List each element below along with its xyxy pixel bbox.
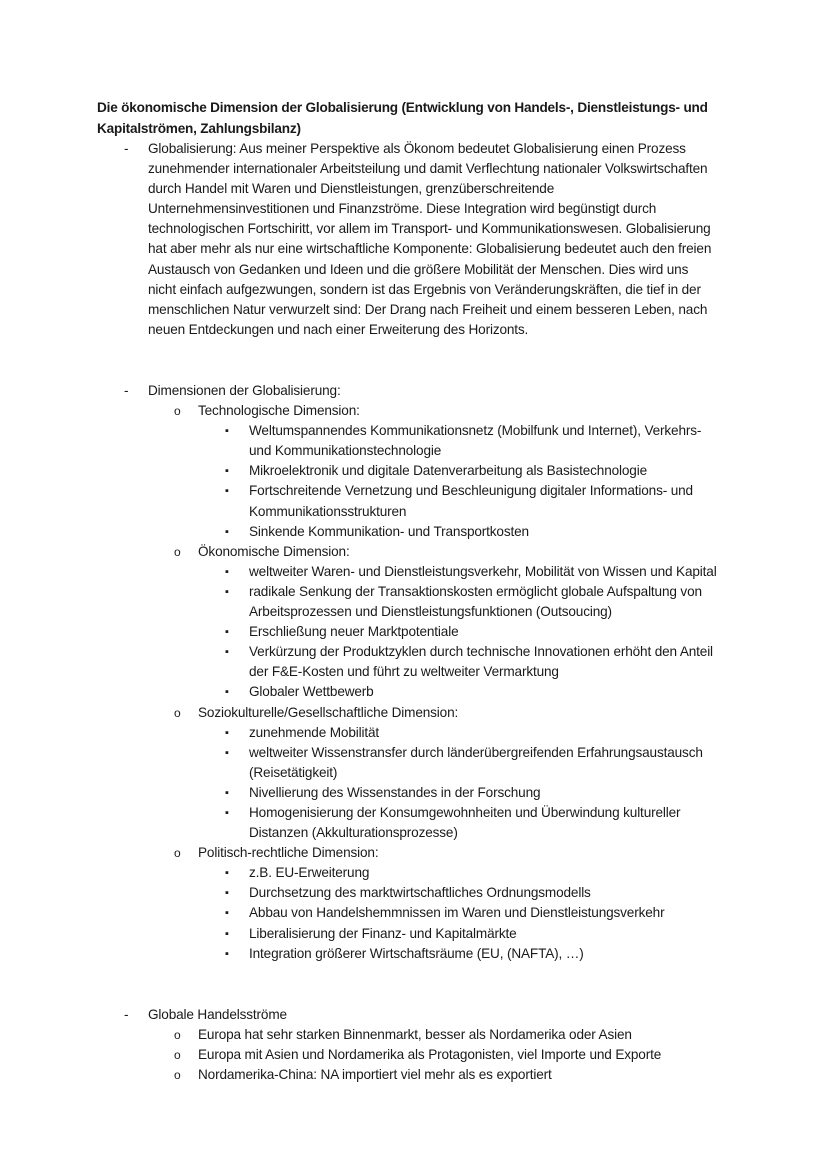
square-bullet-icon: ▪	[225, 686, 229, 699]
square-bullet-icon: ▪	[225, 867, 229, 880]
list-item-level3	[0, 803, 719, 843]
square-bullet-icon: ▪	[225, 626, 229, 639]
item-text: zunehmende Mobilität	[249, 724, 379, 740]
square-bullet-icon: ▪	[225, 806, 229, 819]
item-text: Sinkende Kommunikation- und Transportkosten	[249, 523, 529, 539]
item-text: Weltumspannendes Kommunikationsnetz (Mobilfunk und Internet), Verkehrs- und Kommunikationstechnologie	[249, 423, 702, 459]
item-text: Erschließung neuer Marktpotentiale	[249, 624, 459, 640]
list-item-level3	[0, 642, 719, 682]
square-bullet-icon: ▪	[225, 465, 229, 478]
dash-bullet-icon: -	[124, 141, 129, 156]
section-dimensionen	[0, 381, 828, 964]
section-heading: Globale Handelsströme	[148, 1007, 287, 1022]
item-text: Fortschreitende Vernetzung und Beschleunigung digitaler Informations- und Kommunikationsstrukturen	[249, 483, 693, 519]
list-item-level3	[0, 903, 719, 923]
item-text: Europa mit Asien und Nordamerika als Protagonisten, viel Importe und Exporte	[198, 1047, 662, 1063]
subsection-heading: Politisch-rechtliche Dimension:	[198, 845, 379, 861]
list-item-level3	[0, 421, 719, 461]
square-bullet-icon: ▪	[225, 947, 229, 960]
square-bullet-icon: ▪	[225, 887, 229, 900]
circle-bullet-icon: o	[174, 1048, 181, 1063]
circle-bullet-icon: o	[174, 846, 181, 861]
section-heading: Dimensionen der Globalisierung:	[148, 383, 341, 398]
item-text: Abbau von Handelshemmnissen im Waren und Dienstleistungsverkehr	[249, 905, 665, 921]
item-text: Globaler Wettbewerb	[249, 684, 374, 700]
section-globalisierung	[0, 139, 828, 340]
list-item-level1	[0, 139, 718, 340]
list-item-level3	[0, 883, 719, 903]
list-item-level2	[0, 1065, 728, 1085]
subsection-heading: Ökonomische Dimension:	[198, 543, 350, 559]
list-item-level3	[0, 783, 719, 803]
list-item-level2	[0, 703, 728, 723]
item-text: Integration größerer Wirtschaftsräume (EU, (NAFTA), …)	[249, 945, 584, 961]
list-item-level3	[0, 582, 719, 622]
circle-bullet-icon: o	[174, 404, 181, 419]
item-text: Mikroelektronik und digitale Datenverarbeitung als Basistechnologie	[249, 463, 647, 479]
list-item-level1	[0, 381, 718, 401]
list-item-level1	[0, 1005, 718, 1025]
item-text: weltweiter Waren- und Dienstleistungsverkehr, Mobilität von Wissen und Kapital	[249, 563, 717, 579]
square-bullet-icon: ▪	[225, 565, 229, 578]
item-text: Durchsetzung des marktwirtschaftliches Ordnungsmodells	[249, 885, 591, 901]
circle-bullet-icon: o	[174, 1068, 181, 1083]
list-item-level2	[0, 1025, 728, 1045]
list-item-level3	[0, 743, 719, 783]
circle-bullet-icon: o	[174, 1028, 181, 1043]
list-item-level2	[0, 1045, 728, 1065]
subsection-heading: Technologische Dimension:	[198, 403, 360, 419]
square-bullet-icon: ▪	[225, 525, 229, 538]
square-bullet-icon: ▪	[225, 726, 229, 739]
section-handelsstroeme	[0, 1005, 828, 1085]
list-item-level3	[0, 622, 719, 642]
circle-bullet-icon: o	[174, 705, 181, 720]
item-text: Nordamerika-China: NA importiert viel mehr als es exportiert	[198, 1067, 552, 1083]
square-bullet-icon: ▪	[225, 927, 229, 940]
list-item-level3	[0, 944, 719, 964]
list-item-level3	[0, 723, 719, 743]
list-item-level3	[0, 863, 719, 883]
square-bullet-icon: ▪	[225, 585, 229, 598]
list-item-level3	[0, 522, 719, 542]
square-bullet-icon: ▪	[225, 425, 229, 438]
item-text: Liberalisierung der Finanz- und Kapitalmärkte	[249, 925, 517, 941]
list-item-level3	[0, 924, 719, 944]
list-item-level3	[0, 481, 719, 521]
document-title: Die ökonomische Dimension der Globalisierung (Entwicklung von Handels-, Dienstleistungs- und Kapitalströmen, Zahlungsbilanz)	[97, 100, 708, 136]
item-text: z.B. EU-Erweiterung	[249, 865, 370, 881]
list-item-level2	[0, 401, 728, 421]
square-bullet-icon: ▪	[225, 786, 229, 799]
list-item-level3	[0, 461, 719, 481]
item-text: Nivellierung des Wissenstandes in der Forschung	[249, 784, 541, 800]
square-bullet-icon: ▪	[225, 746, 229, 759]
list-item-level3	[0, 682, 719, 702]
item-text: Verkürzung der Produktzyklen durch technische Innovationen erhöht den Anteil der F&E-Kosten und führt zu weltweiter Vermarktung	[249, 644, 713, 680]
definition-text: Globalisierung: Aus meiner Perspektive als Ökonom bedeutet Globalisierung einen Prozess zunehmender internationaler Arbeitsteilung und damit Verflechtung nationaler Volkswirtschaften durch Handel mit Waren und Dienstleistungen, grenzüberschreitende Unternehmensinvestitionen und Finanzströme. Diese Integration wird begünstigt durch technologischen Fortschiritt, vor allem im Transport- und Kommunikationswesen. Globalisierung hat aber mehr als nur eine wirtschaftliche Komponente: Globalisierung bedeutet auch den freien Austausch von Gedanken und Ideen und die größere Mobilität der Menschen. Dies wird uns nicht einfach aufgezwungen, sondern ist das Ergebnis von Veränderungskräften, die tief in der menschlichen Natur verwurzelt sind: Der Drang nach Freiheit und einem besseren Leben, nach neuen Entdeckungen und nach einer Erweiterung des Horizonts.	[148, 141, 712, 337]
dash-bullet-icon: -	[124, 1007, 129, 1022]
list-item-level2	[0, 843, 728, 863]
item-text: weltweiter Wissenstransfer durch länderübergreifenden Erfahrungsaustausch (Reisetätigkeit)	[249, 744, 703, 780]
list-item-level3	[0, 562, 719, 582]
square-bullet-icon: ▪	[225, 646, 229, 659]
dash-bullet-icon: -	[124, 383, 129, 398]
square-bullet-icon: ▪	[225, 485, 229, 498]
square-bullet-icon: ▪	[225, 907, 229, 920]
circle-bullet-icon: o	[174, 544, 181, 559]
list-item-level2	[0, 542, 728, 562]
subsection-heading: Soziokulturelle/Gesellschaftliche Dimension:	[198, 704, 459, 720]
item-text: radikale Senkung der Transaktionskosten ermöglicht globale Aufspaltung von Arbeitsprozessen und Dienstleistungsfunktionen (Outsoucing)	[249, 583, 702, 620]
item-text: Europa hat sehr starken Binnenmarkt, besser als Nordamerika oder Asien	[198, 1027, 632, 1043]
item-text: Homogenisierung der Konsumgewohnheiten und Überwindung kultureller Distanzen (Akkulturationsprozesse)	[249, 804, 681, 841]
